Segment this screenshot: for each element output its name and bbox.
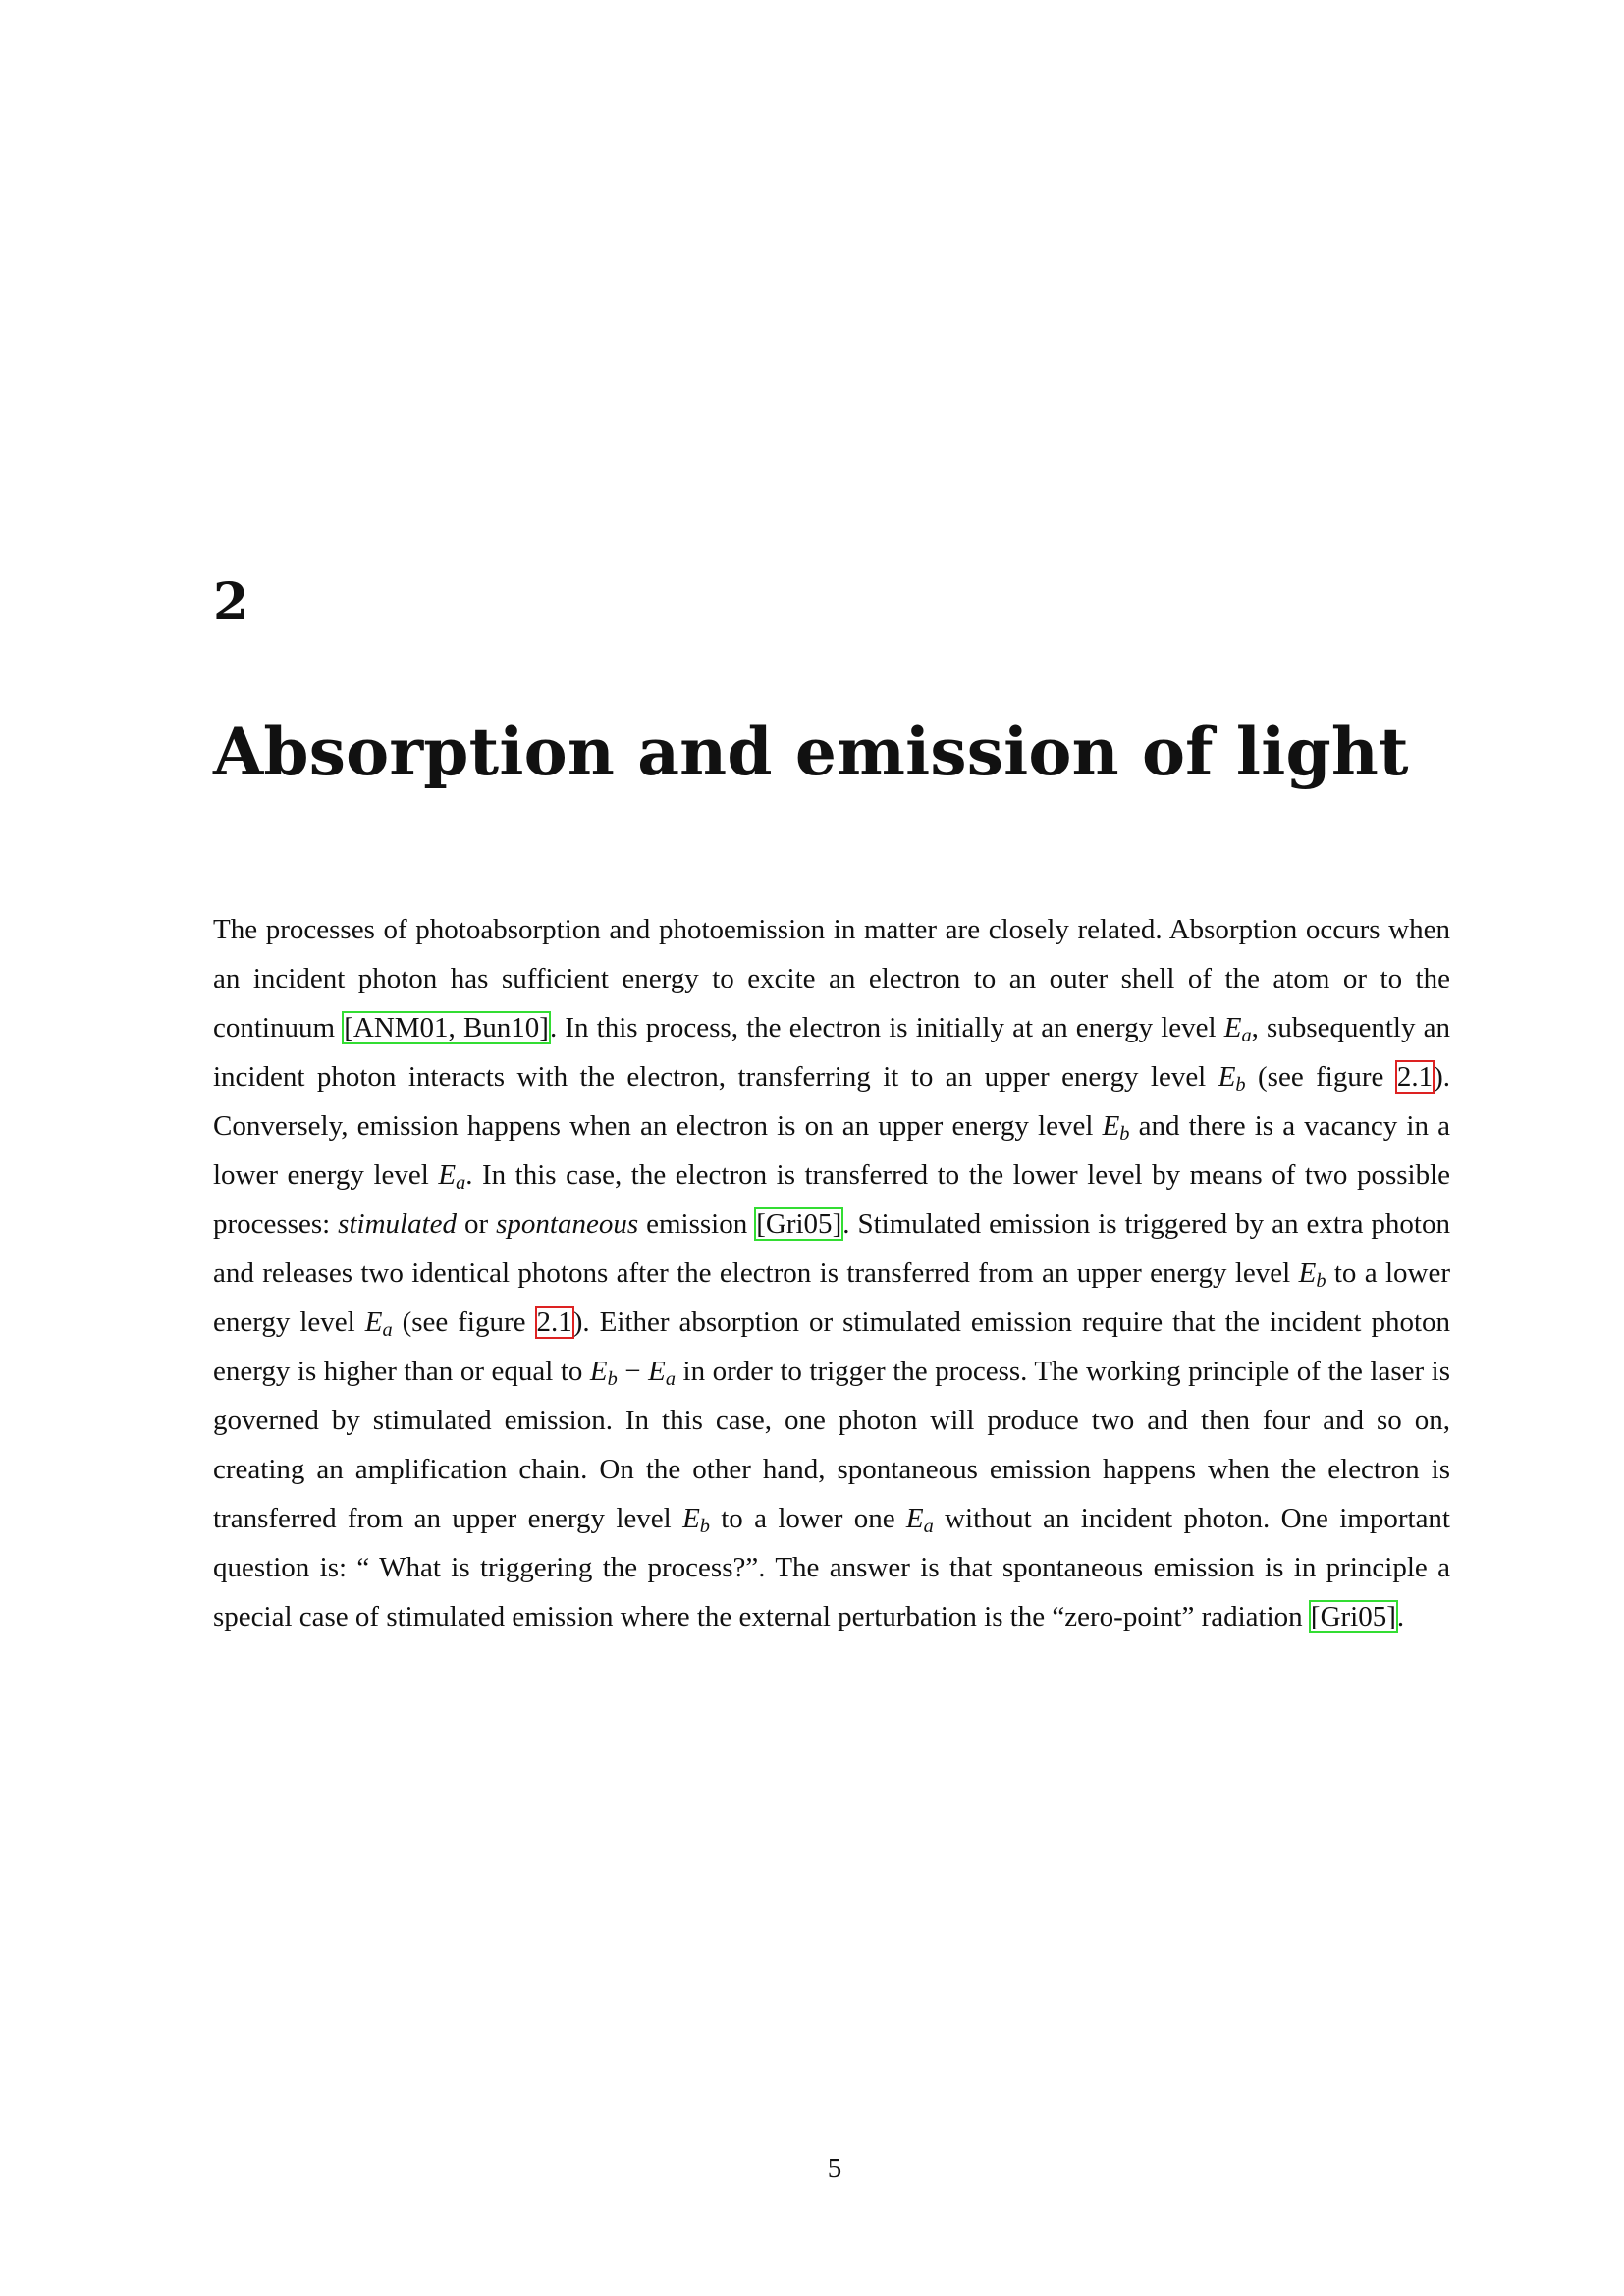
math-e-a: $E_a$ bbox=[364, 1307, 393, 1342]
citation-link-gri05[interactable] bbox=[1310, 1601, 1397, 1632]
citation-gri05: Gri05 bbox=[1320, 1601, 1387, 1632]
body-paragraph bbox=[213, 905, 1450, 1641]
bracket: ] bbox=[832, 1208, 842, 1240]
math-e-a: $E_a$ bbox=[438, 1159, 466, 1195]
citation-bun10: Bun10 bbox=[462, 1012, 540, 1043]
bracket: [ bbox=[1310, 1601, 1321, 1632]
paragraph-text: to a lower energy level bbox=[213, 1257, 1450, 1338]
bracket: [ bbox=[756, 1208, 766, 1240]
math-e-a: $E_a$ bbox=[648, 1356, 677, 1391]
math-e-b: $E_b$ bbox=[682, 1503, 710, 1538]
math-e-b: $E_b$ bbox=[1298, 1257, 1326, 1293]
math-e-b: $E_b$ bbox=[1102, 1110, 1130, 1146]
citation-link-gri05[interactable] bbox=[755, 1208, 842, 1240]
minus-sign: − bbox=[617, 1356, 649, 1387]
paragraph-text: . In this case, the electron is transferred to the lower level by means of two possible processes: bbox=[213, 1159, 1450, 1240]
math-e-b: $E_b$ bbox=[589, 1356, 618, 1391]
paragraph-text: and there is a vacancy in a lower energy level bbox=[213, 1110, 1450, 1191]
math-e-b: $E_b$ bbox=[1218, 1061, 1246, 1096]
figure-ref-2-1[interactable]: 2.1 bbox=[536, 1307, 572, 1338]
paragraph-text: (see figure bbox=[1245, 1061, 1396, 1093]
math-e-a: $E_a$ bbox=[905, 1503, 934, 1538]
term-spontaneous: spontaneous bbox=[496, 1208, 639, 1240]
paragraph-text: or bbox=[457, 1208, 497, 1240]
paragraph-text: to a lower one bbox=[709, 1503, 906, 1534]
paragraph-text: in order to trigger the process. The working principle of the laser is governed by stimulated emission. In this case, one photon will produce two and then four and so on, creating an amplification chain. On the other hand, spontaneous emission happens when the electron is transferred from an upper energy level bbox=[213, 1356, 1451, 1534]
term-stimulated: stimulated bbox=[338, 1208, 458, 1240]
math-e-a: $E_a$ bbox=[1223, 1012, 1252, 1047]
chapter-title: Absorption and emission of light bbox=[213, 714, 1409, 790]
citation-separator: , bbox=[448, 1012, 463, 1043]
paragraph-text: . In this process, the electron is initially at an energy level bbox=[549, 1012, 1224, 1043]
chapter-number: 2 bbox=[213, 572, 249, 632]
paragraph-text: . bbox=[1396, 1601, 1405, 1632]
bracket: [ bbox=[344, 1012, 353, 1043]
citation-gri05: Gri05 bbox=[765, 1208, 833, 1240]
paragraph-text: , subsequently an incident photon interacts with the electron, transferring it to an upper energy level bbox=[213, 1012, 1451, 1093]
paragraph-text: ). Conversely, emission happens when an electron is on an upper energy level bbox=[213, 1061, 1450, 1142]
paragraph-text: without an incident photon. One important question is: “ What is triggering the process?”. The answer is that spontaneous emission is in principle a special case of stimulated emission where the external perturbation is the “zero-point” radiation bbox=[213, 1503, 1450, 1632]
bracket: ] bbox=[1386, 1601, 1396, 1632]
citation-anm01: ANM01 bbox=[352, 1012, 449, 1043]
citation-link-anm01-bun10[interactable] bbox=[343, 1012, 550, 1043]
figure-ref-2-1[interactable]: 2.1 bbox=[1396, 1061, 1434, 1093]
bracket: ] bbox=[539, 1012, 549, 1043]
paragraph-text: (see figure bbox=[392, 1307, 536, 1338]
paragraph-text: . Stimulated emission is triggered by an extra photon and releases two identical photons after the electron is transferred from an upper energy level bbox=[213, 1208, 1450, 1289]
paragraph-text: The processes of photoabsorption and photoemission in matter are closely related. Absorption occurs when an incident photon has sufficient energy to excite an electron to an outer shell of the atom or to the continuum bbox=[213, 914, 1450, 1043]
paragraph-text: emission bbox=[638, 1208, 756, 1240]
page-number: 5 bbox=[827, 2153, 842, 2184]
paragraph-text: ). Either absorption or stimulated emission require that the incident photon energy is higher than or equal to bbox=[213, 1307, 1451, 1387]
